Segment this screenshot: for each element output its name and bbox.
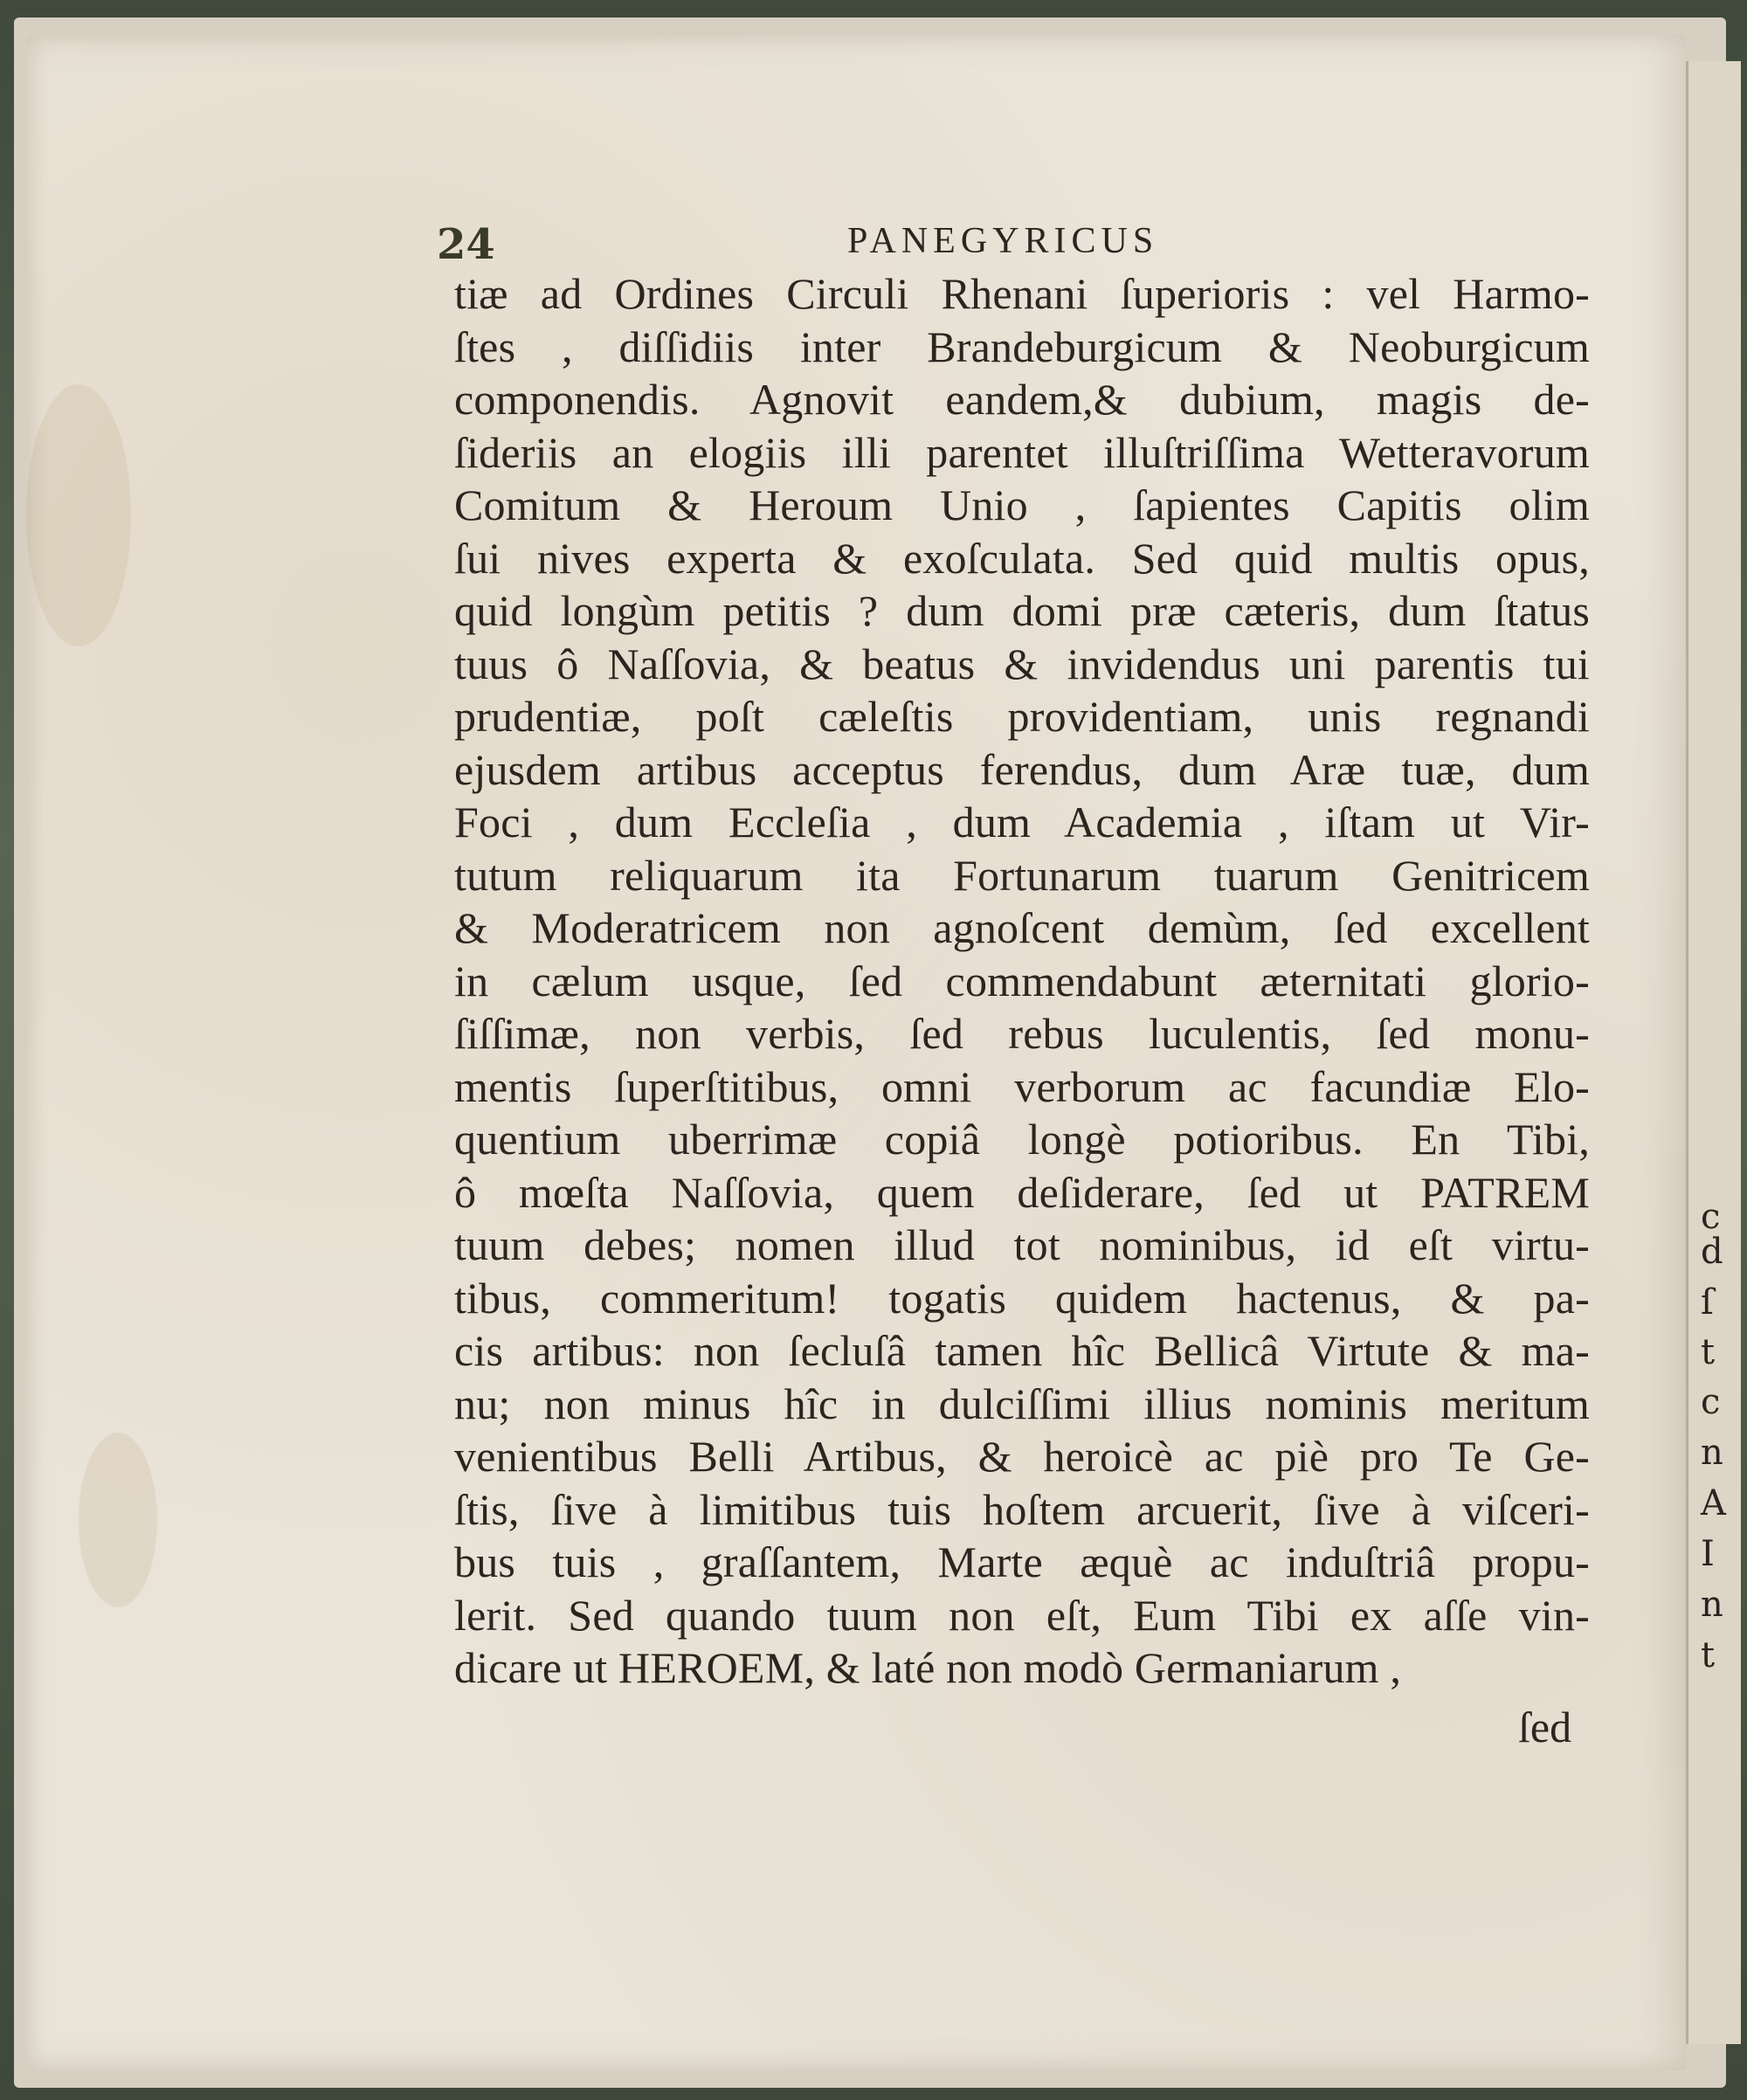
next-page-fragment: n	[1701, 1433, 1723, 1473]
text-line: tuum debes; nomen illud tot nominibus, id eſt virtu-	[454, 1220, 1590, 1269]
page-number: 24	[437, 220, 495, 269]
text-line: & Moderatricem non agnoſcent demùm, ſed excellent	[454, 903, 1590, 952]
paper-stain	[26, 384, 131, 646]
text-line: bus tuis , graſſantem, Marte æquè ac induſtriâ propu-	[454, 1537, 1590, 1586]
paper-stain	[79, 1433, 157, 1607]
text-line: tiæ ad Ordines Circuli Rhenani ſuperioris : vel Harmo-	[454, 269, 1590, 318]
text-body	[454, 267, 1590, 1695]
text-line: ſideriis an elogiis illi parentet illuſtriſſima Wetteravorum	[454, 427, 1590, 477]
next-page-fragment: A	[1701, 1483, 1726, 1523]
text-line: in cælum usque, ſed commendabunt æternitati glorio-	[454, 956, 1590, 1005]
text-line: ſtis, ſive à limitibus tuis hoſtem arcuerit, ſive à viſceri-	[454, 1484, 1590, 1534]
catchword: ſed	[1518, 1703, 1572, 1751]
text-line: quentium uberrimæ copiâ longè potioribus. En Tibi,	[454, 1115, 1590, 1164]
next-page-fragment: c	[1701, 1382, 1721, 1422]
text-line: mentis ſuperſtitibus, omni verborum ac facundiæ Elo-	[454, 1061, 1590, 1111]
next-page-fragment: I	[1701, 1534, 1715, 1574]
next-page-edge	[1686, 61, 1741, 2044]
text-line: ſiſſimæ, non verbis, ſed rebus luculentis, ſed monu-	[454, 1009, 1590, 1058]
next-page-fragment: c	[1701, 1197, 1721, 1237]
next-page-fragment: t	[1701, 1635, 1716, 1675]
next-page-fragment: ſ	[1701, 1282, 1714, 1323]
text-line: Comitum & Heroum Unio , ſapientes Capitis olim	[454, 480, 1590, 529]
text-line: ſtes , diſſidiis inter Brandeburgicum & Neoburgicum	[454, 321, 1590, 371]
text-line: lerit. Sed quando tuum non eſt, Eum Tibi ex aſſe vin-	[454, 1590, 1590, 1640]
next-page-fragment: n	[1701, 1585, 1723, 1625]
text-line: ejusdem artibus acceptus ferendus, dum Aræ tuæ, dum	[454, 744, 1590, 794]
text-line: tuus ô Naſſovia, & beatus & invidendus uni parentis tui	[454, 639, 1590, 688]
text-line: componendis. Agnovit eandem,& dubium, magis de-	[454, 375, 1590, 424]
text-line: Foci , dum Eccleſia , dum Academia , iſtam ut Vir-	[454, 798, 1590, 846]
text-line: venientibus Belli Artibus, & heroicè ac piè pro Te Ge-	[454, 1432, 1590, 1481]
next-page-fragment: d	[1701, 1232, 1723, 1272]
text-line: dicare ut HEROEM, & laté non modò Germaniarum ,	[454, 1643, 1402, 1692]
text-line: ſui nives experta & exoſculata. Sed quid multis opus,	[454, 533, 1590, 583]
running-head: PANEGYRICUS	[847, 221, 1159, 261]
text-line: ô mœſta Naſſovia, quem deſiderare, ſed ut PATREM	[454, 1167, 1590, 1217]
text-line: nu; non minus hîc in dulciſſimi illius nominis meritum	[454, 1378, 1590, 1428]
next-page-fragment: t	[1701, 1332, 1716, 1372]
text-line: quid longùm petitis ? dum domi præ cæteris, dum ſtatus	[454, 586, 1590, 635]
text-line: prudentiæ, poſt cæleſtis providentiam, unis regnandi	[454, 692, 1590, 741]
text-line: tutum reliquarum ita Fortunarum tuarum Genitricem	[454, 850, 1590, 900]
text-line: cis artibus: non ſecluſâ tamen hîc Bellicâ Virtute & ma-	[454, 1326, 1590, 1375]
text-line: tibus, commeritum! togatis quidem hactenus, & pa-	[454, 1273, 1590, 1323]
